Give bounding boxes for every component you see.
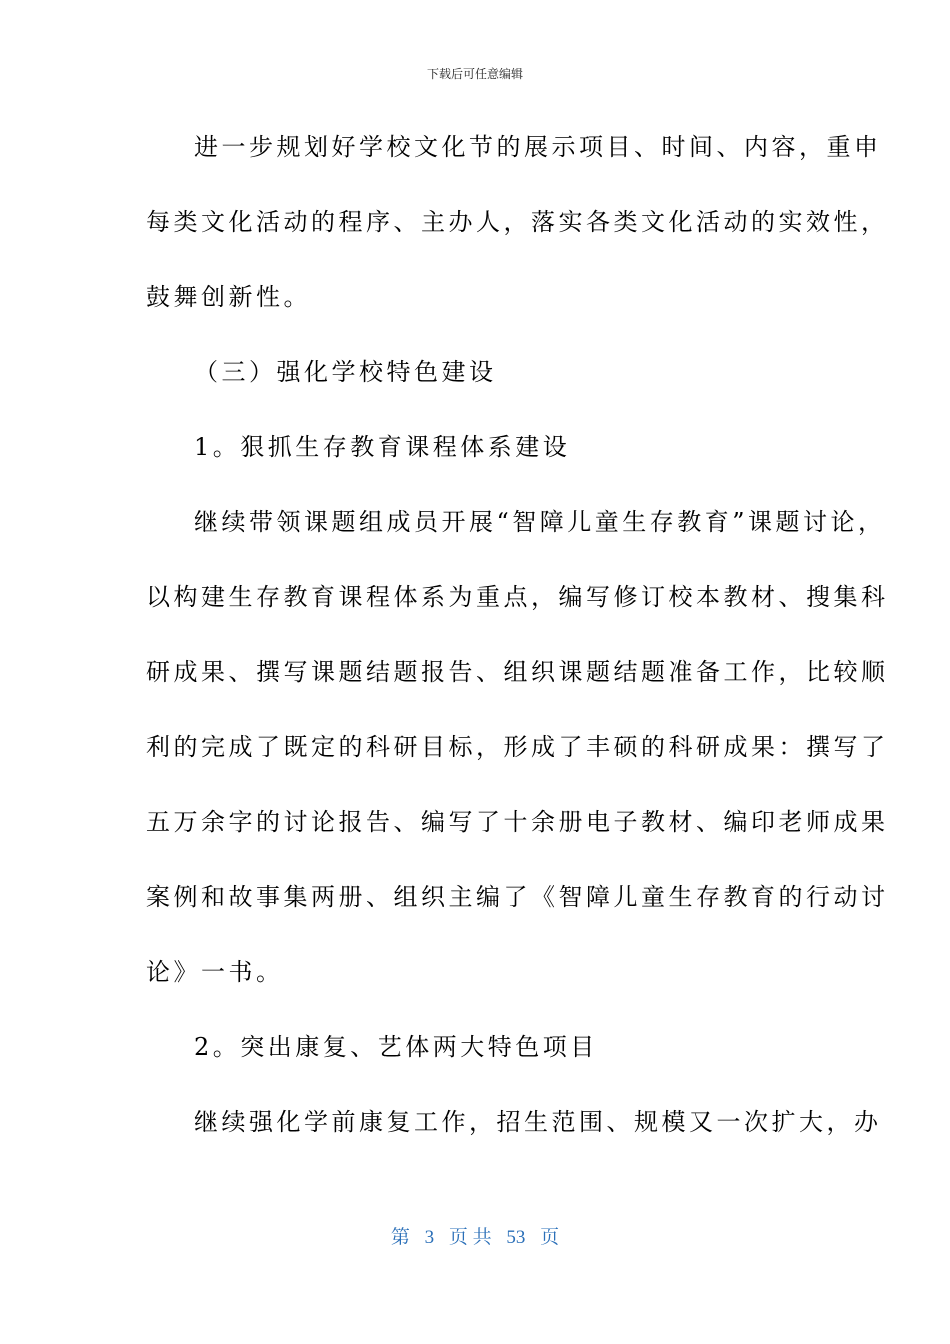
text-line: 继续强化学前康复工作，招生范围、规模又一次扩大，办 [194,1108,882,1136]
page-footer [0,1226,950,1250]
footer-middle: 页 共 [448,1227,492,1248]
text-line: 论》一书。 [146,958,284,986]
footer-current-page: 3 [424,1227,435,1248]
text-line: 1。狠抓生存教育课程体系建设 [194,433,571,461]
text-line: （三）强化学校特色建设 [194,358,497,386]
header-note: 下载后可任意编辑 [426,67,523,81]
text-line: 以构建生存教育课程体系为重点，编写修订校本教材、搜集科 [146,583,889,611]
text-line: 案例和故事集两册、组织主编了《智障儿童生存教育的行动讨 [146,883,889,911]
document-body [146,122,889,1172]
text-line: 继续带领课题组成员开展“智障儿童生存教育”课题讨论， [194,508,886,536]
text-line: 研成果、撰写课题结题报告、组织课题结题准备工作，比较顺 [146,658,889,686]
footer-total-pages: 53 [506,1227,526,1248]
text-line: 每类文化活动的程序、主办人，落实各类文化活动的实效性， [146,208,889,236]
footer-suffix: 页 [540,1227,560,1248]
footer-prefix: 第 [390,1227,410,1248]
text-line: 鼓舞创新性。 [146,283,311,311]
text-line: 2。突出康复、艺体两大特色项目 [194,1033,598,1061]
text-line: 五万余字的讨论报告、编写了十余册电子教材、编印老师成果 [146,808,889,836]
text-line: 进一步规划好学校文化节的展示项目、时间、内容，重申 [194,133,882,161]
text-line: 利的完成了既定的科研目标，形成了丰硕的科研成果：撰写了 [146,733,889,761]
